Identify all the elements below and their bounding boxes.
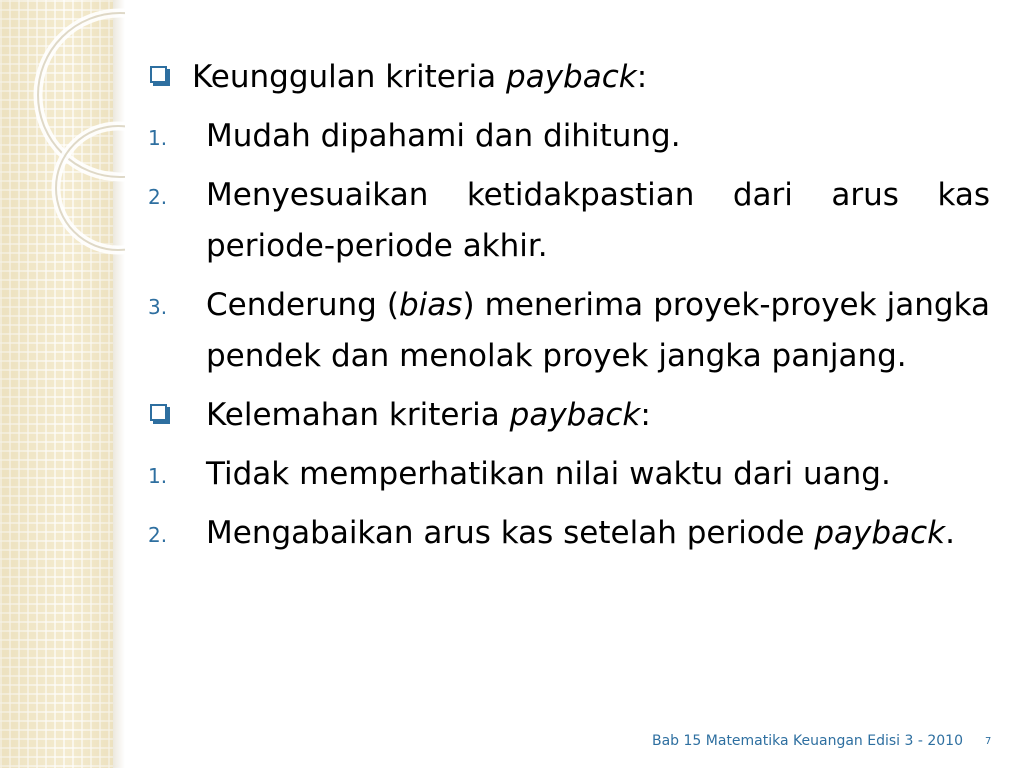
slide-footer: Bab 15 Matematika Keuangan Edisi 3 - 2010 (652, 733, 963, 749)
slide-content (148, 52, 990, 567)
square-bullet-icon (150, 66, 167, 83)
list-item: 2. Mengabaikan arus kas setelah periode payback. (148, 508, 990, 559)
list-number: 3. (148, 295, 168, 319)
square-bullet-icon (150, 404, 167, 421)
list-item: 1. Mudah dipahami dan dihitung. (148, 111, 990, 162)
page-number: 7 (985, 736, 992, 747)
list-item: Keunggulan kriteria payback: (148, 52, 990, 103)
list-item: 2. Menyesuaikan ketidakpastian dari arus kas periode-periode akhir. (148, 170, 990, 272)
list-item: 3. Cenderung (bias) menerima proyek-proyek jangka pendek dan menolak proyek jangka panjang. (148, 280, 990, 382)
list-number: 2. (148, 185, 168, 209)
decorative-circles (0, 0, 125, 260)
list-number: 1. (148, 126, 168, 150)
list-item: 1. Tidak memperhatikan nilai waktu dari uang. (148, 449, 990, 500)
list-number: 1. (148, 464, 168, 488)
list-number: 2. (148, 523, 168, 547)
list-item: Kelemahan kriteria payback: (148, 390, 990, 441)
